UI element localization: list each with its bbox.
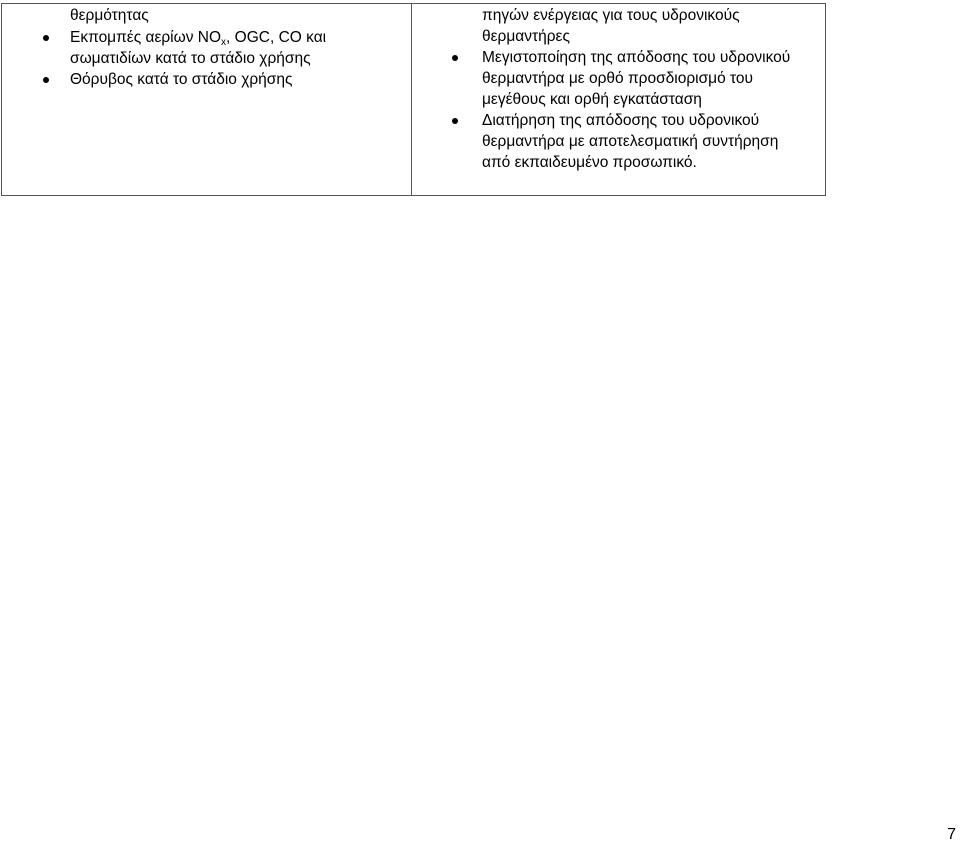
bullet-item-noise: Θόρυβος κατά το στάδιο χρήσης <box>70 71 293 88</box>
page-number: 7 <box>947 826 956 843</box>
cell-text-line: θερμαντήρα με ορθό προσδιορισμό του <box>482 70 754 87</box>
emissions-subscript: x <box>221 37 227 48</box>
cell-text-line: θερμαντήρες <box>482 28 570 45</box>
bullet-item-emissions <box>70 28 326 48</box>
cell-text-line: θερμότητας <box>70 7 149 24</box>
bullet-icon <box>452 118 458 124</box>
bullet-icon <box>43 35 49 41</box>
table-cell-left <box>2 4 412 195</box>
bullet-icon <box>43 77 49 83</box>
bullet-item-maintain-efficiency: Διατήρηση της απόδοσης του υδρονικού <box>482 112 760 129</box>
table-cell-right <box>412 4 825 195</box>
bullet-icon <box>452 55 458 61</box>
cell-text-line: θερμαντήρα με αποτελεσματική συντήρηση <box>482 133 779 150</box>
cell-text-line: σωματιδίων κατά το στάδιο χρήσης <box>70 50 311 67</box>
emissions-text-suffix: , OGC, CO και <box>226 29 327 46</box>
emissions-text-prefix: Εκπομπές αερίων NO <box>70 29 222 46</box>
cell-text-line: πηγών ενέργειας για τους υδρονικούς <box>482 7 740 24</box>
cell-text-line: μεγέθους και ορθή εγκατάσταση <box>482 91 702 108</box>
content-table <box>1 3 826 196</box>
cell-text-line: από εκπαιδευμένο προσωπικό. <box>482 154 697 171</box>
bullet-item-maximize-efficiency: Μεγιστοποίηση της απόδοσης του υδρονικού <box>482 49 791 66</box>
